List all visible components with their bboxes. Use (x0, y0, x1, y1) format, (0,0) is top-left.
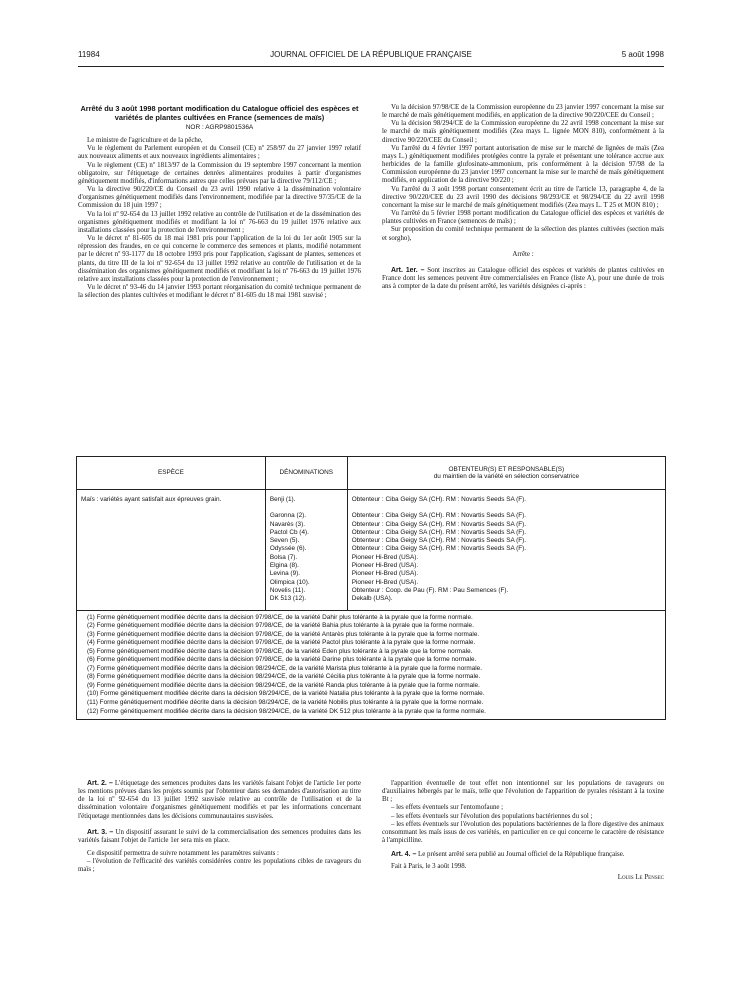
page-header (78, 50, 664, 64)
footnote: (4) Forme génétiquement modifiée décrite dans la décision 97/98/CE, de la variété Pactol plus tolérante à la pyrale que la forme normale. (87, 639, 476, 647)
article-4 (382, 851, 664, 859)
obtenteur: Obtenteur : Ciba Geigy SA (CH). RM : Novartis Seeds SA (F). (351, 520, 527, 528)
header-obtenteurs-subtitle: du maintien de la variété en sélection conservatrice (433, 473, 579, 480)
footnote: (7) Forme génétiquement modifiée décrite dans la décision 98/294/CE, de la variété Marista plus tolérante à la pyrale que la forme normale. (87, 664, 483, 672)
denominations-cell (265, 490, 347, 611)
obtenteur: Pioneer Hi-Bred (USA). (351, 578, 419, 586)
visa-paragraph: Vu la décision 97/98/CE de la Commission européenne du 23 janvier 1997 concernant la mise sur le marché de maïs génétiquement modifiés, en application de la directive 90/220/CEE du Conseil ; (382, 104, 664, 120)
espece-cell (77, 490, 266, 611)
header-obtenteurs-title: OBTENTEUR(S) ET RESPONSABLE(S) (448, 465, 565, 473)
footnote: (12) Forme génétiquement modifiée décrite dans la décision 98/294/CE, de la variété DK 512 plus tolérante à la pyrale que la forme normale. (87, 707, 486, 715)
denomination: Benji (1). (269, 496, 296, 503)
footnote: (10) Forme génétiquement modifiée décrite dans la décision 98/294/CE, de la variété Natalia plus tolérante à la pyrale que la forme normale. (87, 690, 485, 698)
articles-right-column (382, 780, 664, 882)
article-4-label: Art. 4. – (391, 851, 417, 859)
denomination: Odyssée (6). (269, 545, 307, 553)
obtenteurs-cell (347, 490, 665, 611)
article-3-text: Un dispositif assurant le suivi de la commercialisation des semences produites dans les variétés faisant l'objet de l'article 1er sera mis en place. (78, 828, 361, 844)
visa-paragraph: Vu le règlement (CE) nº 1813/97 de la Commission du 19 septembre 1997 concernant la mention obligatoire, sur l'étiquetage de certaines denrées alimentaires produites à partir d'organismes génétiquement modifiés, d'informations autres que celles prévues par la directive 79/112/CE ; (78, 161, 361, 185)
footnote: (2) Forme génétiquement modifiée décrite dans la décision 97/98/CE, de la variété Bahia plus tolérante à la pyrale que la forme normale. (87, 622, 474, 630)
article-1-label: Art. 1er. – (391, 266, 425, 274)
obtenteur: Obtenteur : Ciba Geigy SA (CH). RM : Novartis Seeds SA (F). (351, 545, 527, 553)
article-3-label: Art. 3. – (87, 828, 114, 836)
header-espece: ESPÈCE (77, 457, 266, 490)
denomination: Garonna (2). (269, 512, 307, 520)
visa-paragraph: Vu l'arrêté du 3 août 1998 portant consentement écrit au titre de l'article 13, paragraphe 4, de la directive 90/220/CEE du 23 avril 1990 des décisions 98/293/CE et 98/294/CE du 22 avril 1998 concernant la mise sur le marché de maïs génétiquement modifiés (Zea mays L. T 25 et MON 810) ; (382, 185, 664, 209)
footnote: (3) Forme génétiquement modifiée décrite dans la décision 97/98/CE, de la variété Antarès plus tolérante à la pyrale que la forme normale. (87, 630, 480, 638)
visa-paragraph: Vu le règlement du Parlement européen et du Conseil (CE) nº 258/97 du 27 janvier 1997 relatif aux nouveaux aliments et aux nouveaux ingrédients alimentaires ; (78, 145, 361, 161)
footnote: (8) Forme génétiquement modifiée décrite dans la décision 98/294/CE, de la variété Cécilia plus tolérante à la pyrale que la forme normale. (87, 673, 481, 681)
article-2 (78, 780, 361, 821)
journal-title: JOURNAL OFFICIEL DE LA RÉPUBLIQUE FRANÇAISE (270, 50, 472, 59)
visa-paragraph: Vu l'arrêté du 4 février 1997 portant autorisation de mise sur le marché de lignées de maïs (Zea mays L.) génétiquement modifiées protégées contre la pyrale et présentant une tolérance accrue aux herbicides de la famille glufosinate-ammonium, pris conformément à la décision 97/98 de la Commission européenne du 23 janvier 1997 concernant la mise sur le marché de maïs génétiquement modifiés, en application de la directive 90/220 ; (382, 144, 664, 185)
article-3-paragraph: Ce dispositif permettra de suivre notamment les paramètres suivants : (87, 850, 279, 858)
footnote: (11) Forme génétiquement modifiée décrite dans la décision 98/294/CE, de la variété Nobilis plus tolérante à la pyrale que la forme normale. (87, 699, 484, 707)
denomination: Navarès (3). (269, 520, 305, 528)
page-number: 11984 (78, 50, 100, 59)
nor-reference: NOR : AGRP9801536A (185, 124, 254, 131)
article-4-text: Le présent arrêté sera publié au Journal officiel de la République française. (418, 851, 625, 859)
article-2-text: L'étiquetage des semences produites dans les variétés faisant l'objet de l'article 1er porte les mentions prévues dans les projets soumis par l'obtenteur dans ses demandes d'autorisation au titre de la loi nº 92-654 du 13 juillet 1992 susvisée relative au contrôle de l'utilisation et de la dissémination volontaire d'organismes génétiquement modifiés et par les informations concernant l'étiquetage mentionnées dans les décisions communautaires susvisées. (78, 780, 361, 820)
visa-paragraph: Vu la loi nº 92-654 du 13 juillet 1992 relative au contrôle de l'utilisation et de la dissémination des organismes génétiquement modifiés et modifiant la loi nº 76-663 du 19 juillet 1976 relative aux installations classées pour la protection de l'environnement ; (78, 210, 361, 234)
obtenteur: Pioneer Hi-Bred (USA). (351, 570, 419, 578)
visa-paragraph: Sur proposition du comité technique permanent de la sélection des plantes cultivées (section maïs et sorgho), (382, 226, 664, 242)
espece-text: Maïs : variétés ayant satisfait aux épreuves grain. (81, 496, 222, 503)
obtenteur: Obtenteur : Ciba Geigy SA (CH). RM : Novartis Seeds SA (F). (351, 512, 527, 520)
footnote: (5) Forme génétiquement modifiée décrite dans la décision 97/98/CE, de la variété Eden plus tolérante à la pyrale que la forme normale. (87, 647, 473, 655)
header-denominations: DÉNOMINATIONS (265, 457, 347, 490)
article-3 (78, 829, 361, 845)
denomination: Elgina (8). (269, 562, 299, 570)
visa-paragraph: Le ministre de l'agriculture et de la pêche, (87, 137, 203, 145)
denomination: Bolsa (7). (269, 553, 298, 561)
footnote: (6) Forme génétiquement modifiée décrite dans la décision 97/98/CE, de la variété Darine plus tolérante à la pyrale que la forme normale. (87, 656, 477, 664)
article-3-item: – l'évolution de l'efficacité des variétés considérées contre les populations cibles de ravageurs du maïs ; (78, 858, 361, 874)
publication-date: 5 août 1998 (621, 50, 664, 59)
visa-paragraph: Vu la décision 98/294/CE de la Commission européenne du 22 avril 1998 concernant la mise sur le marché de maïs génétiquement modifiés (Zea mays L. lignée MON 810), conformément à la directive 90/220/CEE du Conseil ; (382, 120, 664, 144)
obtenteur: Dekalb (USA). (351, 595, 393, 603)
header-rule (78, 66, 664, 67)
denomination: Novelis (11). (269, 586, 306, 594)
footnotes-cell (77, 610, 666, 720)
articles-left-column (78, 780, 361, 875)
obtenteur: Obtenteur : Ciba Geigy SA (CH). RM : Novartis Seeds SA (F). (351, 496, 527, 503)
article-3-item: – les effets éventuels sur l'évolution des populations bactériennes de la flore digestive des animaux consommant les maïs issus de ces variétés, en particulier en ce qui concerne le caractère de résistance à l'ampicilline. (382, 820, 664, 845)
decree-left-column (78, 104, 361, 300)
fait-a-paris: Fait à Paris, le 3 août 1998. (391, 863, 467, 871)
visa-paragraph: Vu le décret nº 81-605 du 18 mai 1981 pris pour l'application de la loi du 1er août 1905 sur la répression des fraudes, en ce qui concerne le commerce des semences et plants, modifié notamment par le décret nº 93-1177 du 18 octobre 1993 pris pour l'application, s'agissant de plantes, semences et plants, du titre III de la loi nº 92-654 du 13 juillet 1992 relative au contrôle de l'utilisation et de la dissémination des organismes génétiquement modifiés et modifiant la loi nº 76-663 du 19 juillet 1976 relative aux installations classées pour la protection de l'environnement ; (78, 235, 361, 283)
obtenteur: Obtenteur : Ciba Geigy SA (CH). RM : Novartis Seeds SA (F). (351, 528, 527, 536)
visa-paragraph: Vu l'arrêté du 5 février 1998 portant modification du Catalogue officiel des espèces et variétés de plantes cultivées en France (semences de maïs) ; (382, 210, 664, 226)
footnote: (1) Forme génétiquement modifiée décrite dans la décision 97/98/CE, de la variété Dahir plus tolérante à la pyrale que la forme normale. (87, 613, 473, 621)
visa-paragraph: Vu la directive 90/220/CE du Conseil du 23 avril 1990 relative à la dissémination volontaire d'organismes génétiquement modifiés dans l'environnement, modifiée par la directive 97/35/CE de la Commission du 18 juin 1997 ; (78, 186, 361, 210)
obtenteur: Obtenteur : Coop. de Pau (F). RM : Pau Semences (F). (351, 586, 509, 594)
denomination: Seven (5). (269, 537, 300, 545)
obtenteur: Obtenteur : Ciba Geigy SA (CH). RM : Novartis Seeds SA (F). (351, 537, 527, 545)
decree-title: Arrêté du 3 août 1998 portant modification du Catalogue officiel des espèces et variétés de plantes cultivées en France (semences de maïs) (80, 104, 359, 122)
article-3-continued: l'apparition éventuelle de tout effet non intentionnel sur les populations de ravageurs ou d'auxiliaires hébergés par le maïs, telle que l'évolution de l'apparition de pyrales résistant à la toxine Bt ; (382, 780, 664, 804)
varieties-table (76, 456, 666, 720)
denomination: DK 513 (12). (269, 595, 307, 603)
header-obtenteurs (347, 457, 665, 490)
obtenteur: Pioneer Hi-Bred (USA). (351, 553, 419, 561)
article-3-item: – les effets éventuels sur l'entomofaune ; (391, 804, 504, 812)
denomination: Pactol Cb (4). (269, 528, 309, 536)
footnote: (9) Forme génétiquement modifiée décrite dans la décision 98/294/CE, de la variété Randa plus tolérante à la pyrale que la forme normale. (87, 681, 480, 689)
signature: Louis Le Pensec (617, 873, 664, 881)
denomination: Olimpica (10). (269, 578, 310, 586)
article-1 (382, 267, 664, 291)
article-3-item: – les effets éventuels sur l'évolution des populations bactériennes du sol ; (391, 812, 593, 820)
article-1-text: Sont inscrites au Catalogue officiel des espèces et variétés de plantes cultivées en France dont les semences peuvent être commercialisées en France (liste A), pour une durée de trois ans à compter de la date du présent arrêté, les variétés désignées ci-après : (382, 266, 664, 291)
visa-paragraph: Vu le décret nº 93-46 du 14 janvier 1993 portant réorganisation du comité technique permanent de la sélection des plantes cultivées et modifiant le décret nº 81-605 du 18 mai 1981 susvisé ; (78, 283, 361, 300)
denomination: Levina (9). (269, 570, 301, 578)
arrete-heading: Arrête : (512, 250, 534, 258)
obtenteur: Pioneer Hi-Bred (USA). (351, 562, 419, 570)
decree-right-column (382, 104, 664, 291)
article-2-label: Art. 2. – (87, 780, 113, 787)
